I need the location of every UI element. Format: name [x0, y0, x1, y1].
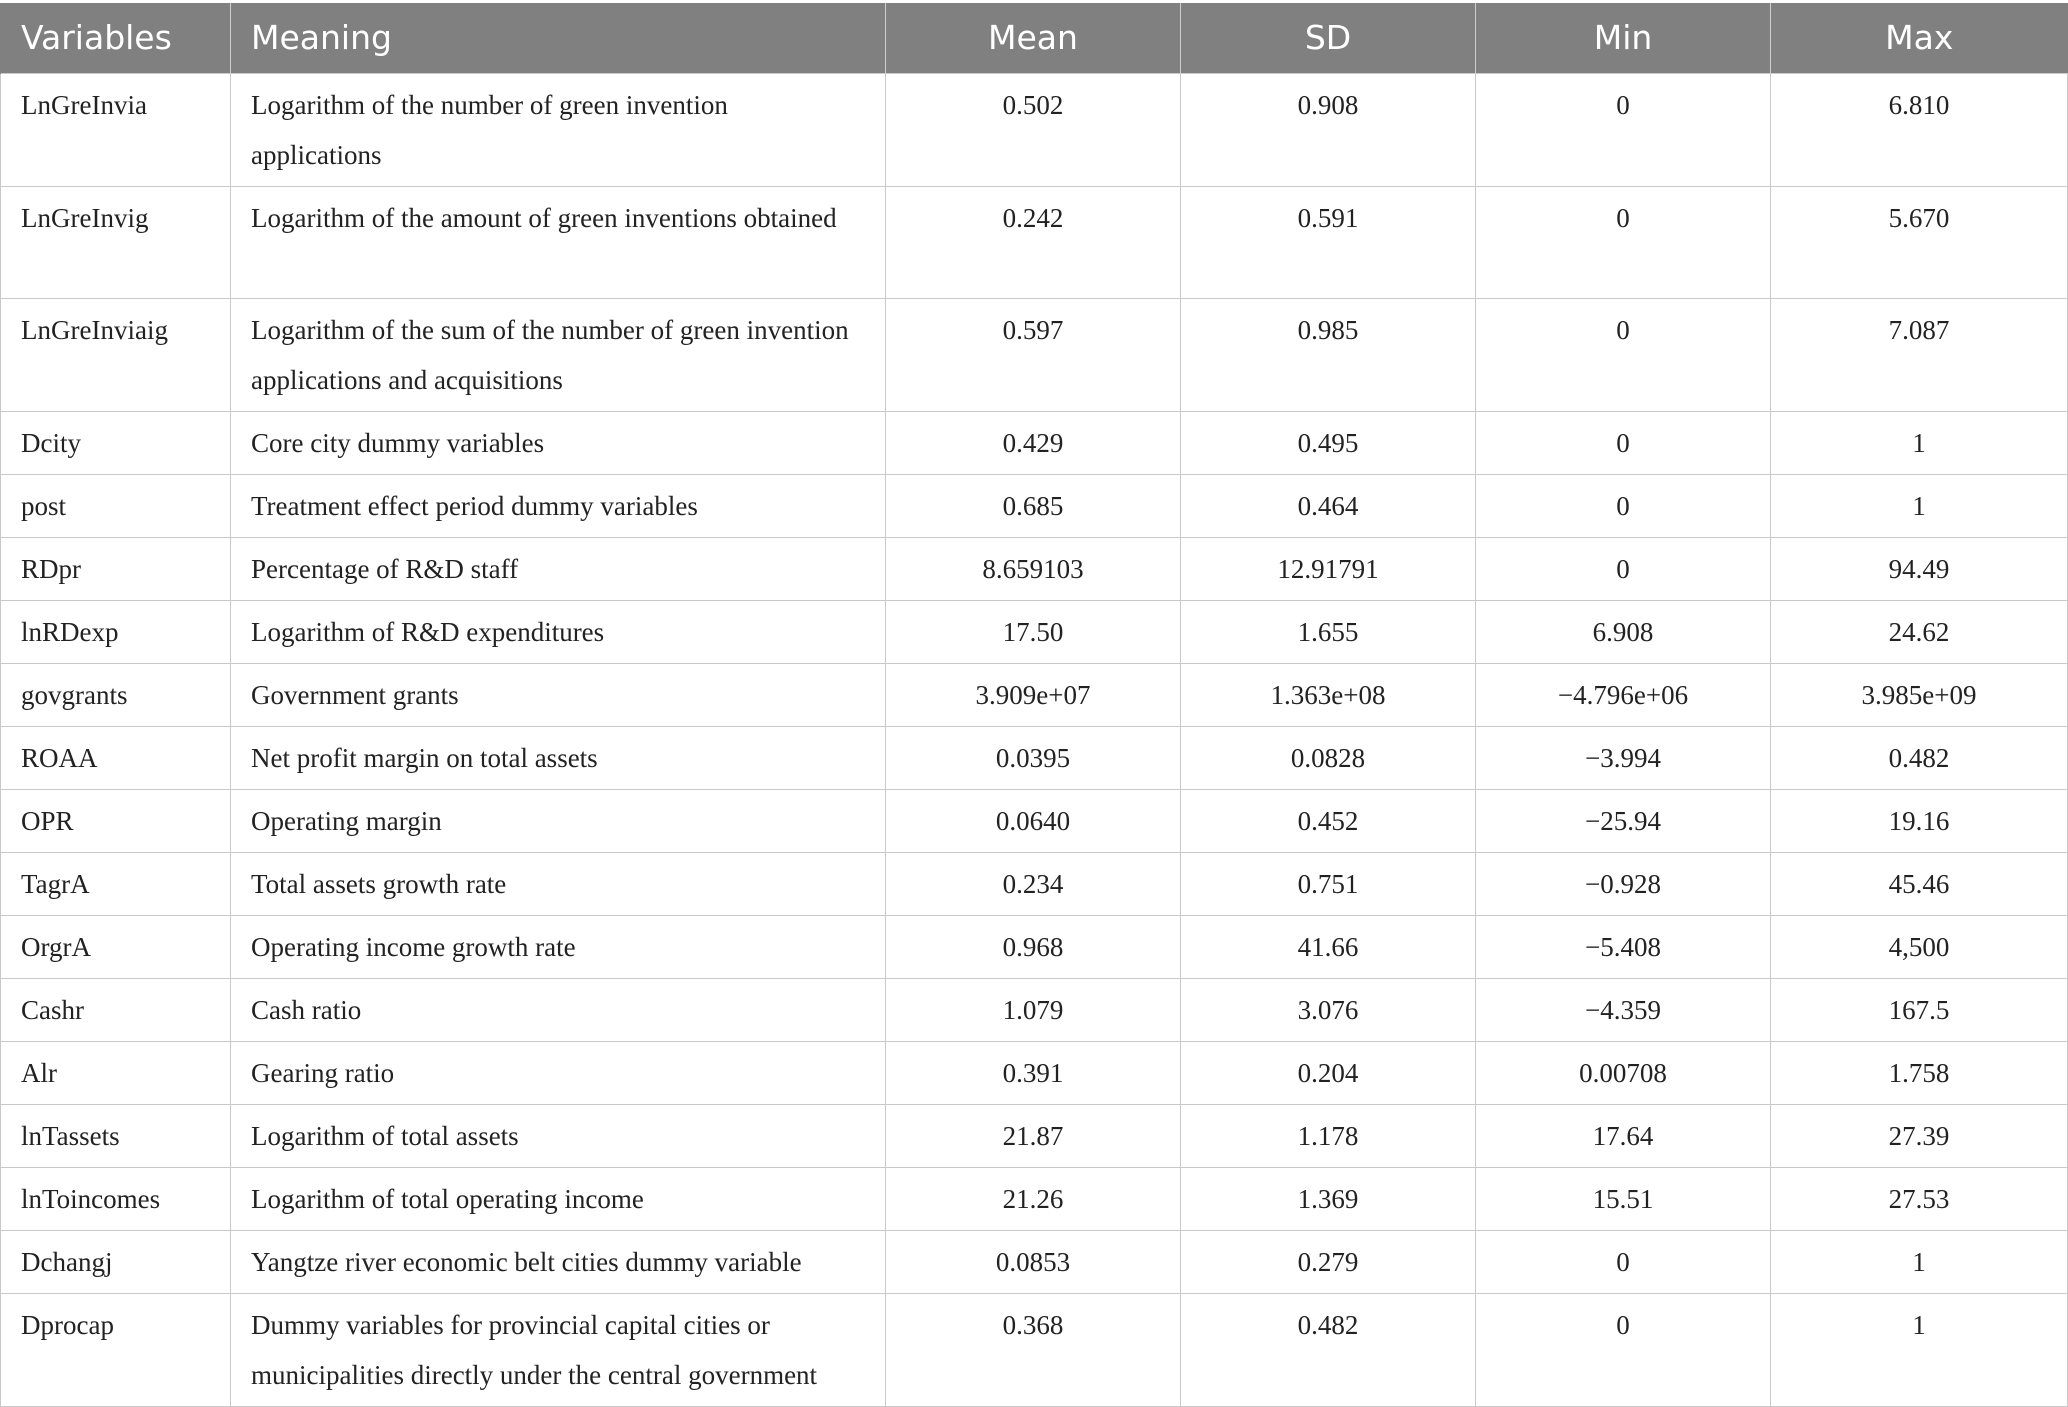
- header-mean: Mean: [886, 3, 1181, 73]
- cell-max: 19.16: [1771, 789, 2068, 852]
- cell-min: −4.359: [1476, 978, 1771, 1041]
- cell-meaning: Treatment effect period dummy variables: [231, 474, 886, 537]
- cell-mean: 1.079: [886, 978, 1181, 1041]
- cell-mean: 0.234: [886, 852, 1181, 915]
- cell-mean: 3.909e+07: [886, 663, 1181, 726]
- cell-sd: 1.178: [1181, 1104, 1476, 1167]
- cell-min: 0: [1476, 298, 1771, 411]
- cell-max: 167.5: [1771, 978, 2068, 1041]
- cell-mean: 0.0395: [886, 726, 1181, 789]
- descriptive-statistics-table: [0, 3, 2068, 1407]
- cell-min: −3.994: [1476, 726, 1771, 789]
- cell-variable: OrgrA: [1, 915, 231, 978]
- cell-sd: 0.751: [1181, 852, 1476, 915]
- cell-max: 7.087: [1771, 298, 2068, 411]
- cell-max: 1.758: [1771, 1041, 2068, 1104]
- cell-variable: Cashr: [1, 978, 231, 1041]
- cell-variable: Dcity: [1, 411, 231, 474]
- table-row: [1, 73, 2068, 186]
- cell-meaning: Government grants: [231, 663, 886, 726]
- cell-max: 4,500: [1771, 915, 2068, 978]
- table-row: [1, 726, 2068, 789]
- table-row: [1, 1167, 2068, 1230]
- cell-sd: 0.0828: [1181, 726, 1476, 789]
- cell-meaning: Gearing ratio: [231, 1041, 886, 1104]
- cell-variable: lnRDexp: [1, 600, 231, 663]
- cell-meaning: Logarithm of total assets: [231, 1104, 886, 1167]
- cell-max: 24.62: [1771, 600, 2068, 663]
- cell-min: 0: [1476, 186, 1771, 298]
- table-row: [1, 789, 2068, 852]
- table-row: [1, 186, 2068, 298]
- cell-meaning: Cash ratio: [231, 978, 886, 1041]
- header-meaning: Meaning: [231, 3, 886, 73]
- cell-sd: 1.369: [1181, 1167, 1476, 1230]
- cell-variable: post: [1, 474, 231, 537]
- cell-max: 0.482: [1771, 726, 2068, 789]
- table-row: [1, 474, 2068, 537]
- cell-sd: 1.655: [1181, 600, 1476, 663]
- cell-variable: LnGreInvig: [1, 186, 231, 298]
- header-sd: SD: [1181, 3, 1476, 73]
- table-row: [1, 1104, 2068, 1167]
- cell-meaning: Operating margin: [231, 789, 886, 852]
- cell-max: 1: [1771, 474, 2068, 537]
- cell-meaning: Percentage of R&D staff: [231, 537, 886, 600]
- cell-sd: 0.908: [1181, 73, 1476, 186]
- table-header: [1, 3, 2068, 73]
- cell-sd: 1.363e+08: [1181, 663, 1476, 726]
- table-row: [1, 298, 2068, 411]
- cell-sd: 0.482: [1181, 1293, 1476, 1406]
- table-row: [1, 1230, 2068, 1293]
- cell-mean: 0.391: [886, 1041, 1181, 1104]
- header-row: [1, 3, 2068, 73]
- cell-variable: Dprocap: [1, 1293, 231, 1406]
- cell-variable: LnGreInvia: [1, 73, 231, 186]
- cell-min: 0: [1476, 474, 1771, 537]
- cell-sd: 41.66: [1181, 915, 1476, 978]
- table-row: [1, 411, 2068, 474]
- cell-meaning: Core city dummy variables: [231, 411, 886, 474]
- cell-min: 0.00708: [1476, 1041, 1771, 1104]
- cell-max: 3.985e+09: [1771, 663, 2068, 726]
- cell-mean: 0.685: [886, 474, 1181, 537]
- cell-mean: 21.87: [886, 1104, 1181, 1167]
- cell-min: −0.928: [1476, 852, 1771, 915]
- cell-variable: LnGreInviaig: [1, 298, 231, 411]
- cell-min: 0: [1476, 1293, 1771, 1406]
- cell-mean: 0.368: [886, 1293, 1181, 1406]
- cell-sd: 0.985: [1181, 298, 1476, 411]
- table-row: [1, 1041, 2068, 1104]
- cell-max: 5.670: [1771, 186, 2068, 298]
- cell-meaning: Operating income growth rate: [231, 915, 886, 978]
- cell-meaning: Logarithm of the sum of the number of green invention applications and acquisitions: [231, 298, 886, 411]
- cell-sd: 0.464: [1181, 474, 1476, 537]
- table-row: [1, 852, 2068, 915]
- cell-variable: OPR: [1, 789, 231, 852]
- cell-variable: Alr: [1, 1041, 231, 1104]
- cell-max: 6.810: [1771, 73, 2068, 186]
- cell-sd: 0.591: [1181, 186, 1476, 298]
- cell-sd: 3.076: [1181, 978, 1476, 1041]
- cell-min: 0: [1476, 537, 1771, 600]
- table-row: [1, 1293, 2068, 1406]
- cell-min: 6.908: [1476, 600, 1771, 663]
- cell-meaning: Net profit margin on total assets: [231, 726, 886, 789]
- cell-sd: 0.495: [1181, 411, 1476, 474]
- cell-min: −5.408: [1476, 915, 1771, 978]
- cell-max: 1: [1771, 411, 2068, 474]
- cell-mean: 17.50: [886, 600, 1181, 663]
- cell-max: 1: [1771, 1293, 2068, 1406]
- cell-meaning: Yangtze river economic belt cities dummy variable: [231, 1230, 886, 1293]
- cell-meaning: Logarithm of the amount of green inventions obtained: [231, 186, 886, 298]
- cell-min: 0: [1476, 73, 1771, 186]
- table-body: [1, 73, 2068, 1406]
- cell-meaning: Logarithm of the number of green invention applications: [231, 73, 886, 186]
- cell-max: 27.39: [1771, 1104, 2068, 1167]
- cell-mean: 0.597: [886, 298, 1181, 411]
- cell-variable: lnTassets: [1, 1104, 231, 1167]
- table-row: [1, 537, 2068, 600]
- cell-variable: Dchangj: [1, 1230, 231, 1293]
- cell-max: 27.53: [1771, 1167, 2068, 1230]
- table-row: [1, 978, 2068, 1041]
- table-row: [1, 600, 2068, 663]
- header-min: Min: [1476, 3, 1771, 73]
- cell-mean: 21.26: [886, 1167, 1181, 1230]
- cell-sd: 0.279: [1181, 1230, 1476, 1293]
- cell-mean: 0.0640: [886, 789, 1181, 852]
- table-row: [1, 915, 2068, 978]
- cell-min: 0: [1476, 411, 1771, 474]
- cell-meaning: Total assets growth rate: [231, 852, 886, 915]
- cell-mean: 0.242: [886, 186, 1181, 298]
- cell-min: −25.94: [1476, 789, 1771, 852]
- header-max: Max: [1771, 3, 2068, 73]
- cell-variable: govgrants: [1, 663, 231, 726]
- cell-mean: 0.502: [886, 73, 1181, 186]
- cell-variable: TagrA: [1, 852, 231, 915]
- cell-mean: 0.429: [886, 411, 1181, 474]
- cell-sd: 12.91791: [1181, 537, 1476, 600]
- cell-meaning: Logarithm of total operating income: [231, 1167, 886, 1230]
- cell-sd: 0.204: [1181, 1041, 1476, 1104]
- cell-min: −4.796e+06: [1476, 663, 1771, 726]
- cell-sd: 0.452: [1181, 789, 1476, 852]
- cell-variable: lnToincomes: [1, 1167, 231, 1230]
- cell-meaning: Logarithm of R&D expenditures: [231, 600, 886, 663]
- cell-variable: ROAA: [1, 726, 231, 789]
- cell-max: 1: [1771, 1230, 2068, 1293]
- cell-min: 17.64: [1476, 1104, 1771, 1167]
- cell-meaning: Dummy variables for provincial capital cities or municipalities directly under the central government: [231, 1293, 886, 1406]
- cell-mean: 0.968: [886, 915, 1181, 978]
- cell-min: 15.51: [1476, 1167, 1771, 1230]
- table-row: [1, 663, 2068, 726]
- cell-min: 0: [1476, 1230, 1771, 1293]
- cell-max: 45.46: [1771, 852, 2068, 915]
- cell-max: 94.49: [1771, 537, 2068, 600]
- cell-mean: 0.0853: [886, 1230, 1181, 1293]
- cell-variable: RDpr: [1, 537, 231, 600]
- header-variables: Variables: [1, 3, 231, 73]
- cell-mean: 8.659103: [886, 537, 1181, 600]
